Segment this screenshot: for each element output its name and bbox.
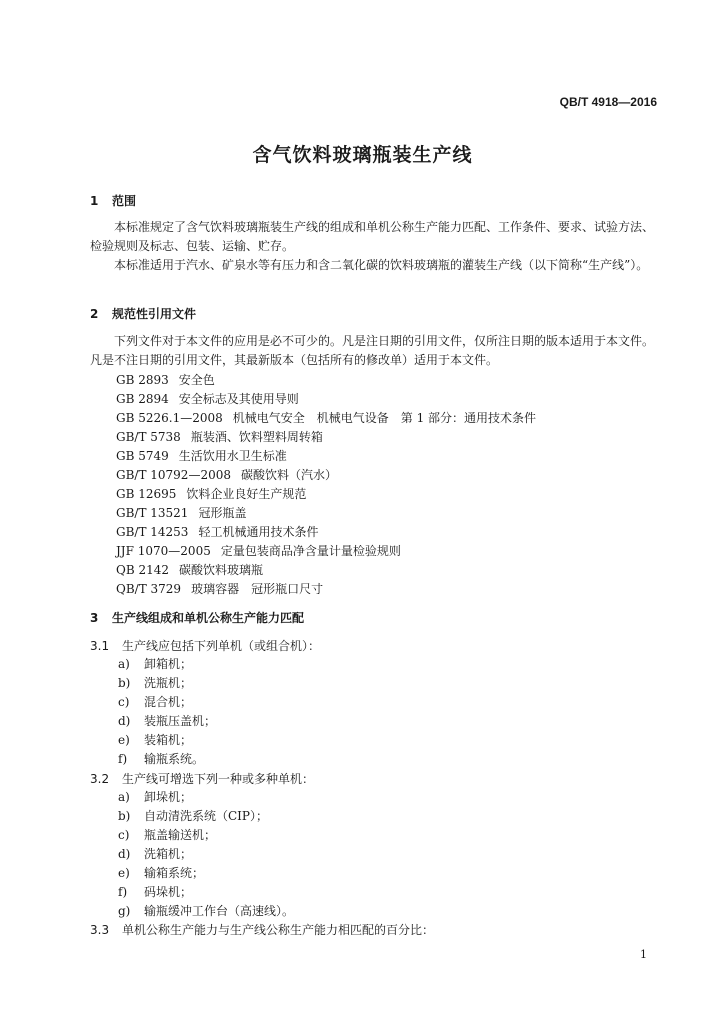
item-marker: b) [118, 676, 131, 690]
clause-3-2 [90, 770, 314, 787]
page-number: 1 [640, 948, 647, 961]
clause-number: 3.1 [90, 639, 110, 653]
reference-item [116, 466, 536, 485]
section-heading-text: 生产线组成和单机公称生产能力匹配 [112, 611, 305, 625]
item-text: 卸箱机； [144, 657, 193, 671]
list-item [118, 655, 216, 674]
section-1-paragraph-2: 本标准适用于汽水、矿泉水等有压力和含二氧化碳的饮料玻璃瓶的灌装生产线（以下简称“生产线”）。 [114, 258, 649, 272]
item-marker: a) [118, 790, 130, 804]
item-marker: c) [118, 828, 130, 842]
clause-3-1 [90, 637, 320, 654]
clause-number: 3.2 [90, 772, 110, 786]
reference-item [116, 409, 536, 428]
section-2-heading [90, 305, 196, 322]
reference-item [116, 504, 536, 523]
reference-code: QB 2142 [116, 563, 170, 577]
clause-number: 3.3 [90, 923, 110, 937]
list-item [118, 807, 294, 826]
item-marker: g) [118, 904, 131, 918]
reference-item [116, 561, 536, 580]
reference-code: GB/T 14253 [116, 525, 189, 539]
section-heading-text: 范围 [112, 194, 137, 208]
list-item [118, 826, 294, 845]
item-text: 装瓶压盖机； [144, 714, 217, 728]
clause-text: 生产线可增选下列一种或多种单机： [122, 772, 315, 786]
item-marker: f) [118, 885, 128, 899]
standard-code: QB/T 4918—2016 [559, 95, 657, 109]
reference-item [116, 523, 536, 542]
reference-title: 机械电气安全 机械电气设备 第 1 部分：通用技术条件 [232, 411, 537, 425]
reference-code: QB/T 3729 [116, 582, 182, 596]
item-marker: c) [118, 695, 130, 709]
item-marker: b) [118, 809, 131, 823]
item-text: 装箱机； [144, 733, 193, 747]
section-number: 3 [90, 611, 99, 625]
reference-item [116, 371, 536, 390]
reference-item [116, 580, 536, 599]
clause-text: 生产线应包括下列单机（或组合机）： [122, 639, 321, 653]
reference-title: 碳酸饮料玻璃瓶 [179, 563, 264, 577]
item-text: 输箱系统； [144, 866, 205, 880]
item-text: 输瓶系统。 [144, 752, 205, 766]
item-marker: d) [118, 714, 131, 728]
item-text: 混合机； [144, 695, 193, 709]
reference-code: GB 12695 [116, 487, 177, 501]
section-heading-text: 规范性引用文件 [112, 307, 197, 321]
reference-item [116, 485, 536, 504]
list-item [118, 788, 294, 807]
reference-title: 瓶装酒、饮料塑料周转箱 [190, 430, 323, 444]
item-marker: d) [118, 847, 131, 861]
reference-code: GB/T 10792—2008 [116, 468, 231, 482]
reference-title: 安全色 [178, 373, 215, 387]
reference-item [116, 542, 536, 561]
reference-code: GB/T 5738 [116, 430, 181, 444]
reference-title: 饮料企业良好生产规范 [186, 487, 307, 501]
section-1-heading [90, 192, 136, 209]
clause-3-1-items [118, 655, 216, 769]
list-item [118, 750, 216, 769]
list-item [118, 693, 216, 712]
list-item [118, 731, 216, 750]
list-item [118, 674, 216, 693]
section-2-intro: 下列文件对于本文件的应用是必不可少的。凡是注日期的引用文件，仅所注日期的版本适用于本文件。凡是不注日期的引用文件，其最新版本（包括所有的修改单）适用于本文件。 [90, 334, 655, 367]
list-item [118, 864, 294, 883]
list-item [118, 883, 294, 902]
item-marker: a) [118, 657, 130, 671]
item-text: 输瓶缓冲工作台（高速线）。 [144, 904, 295, 918]
reference-item [116, 390, 536, 409]
normative-references-list [116, 371, 536, 599]
item-text: 瓶盖输送机； [144, 828, 217, 842]
reference-item [116, 428, 536, 447]
list-item [118, 712, 216, 731]
section-number: 1 [90, 194, 99, 208]
section-number: 2 [90, 307, 99, 321]
reference-title: 生活饮用水卫生标准 [178, 449, 287, 463]
clause-text: 单机公称生产能力与生产线公称生产能力相匹配的百分比： [122, 923, 435, 937]
reference-title: 碳酸饮料（汽水） [240, 468, 337, 482]
reference-title: 定量包装商品净含量计量检验规则 [220, 544, 401, 558]
list-item [118, 902, 294, 921]
reference-item [116, 447, 536, 466]
clause-3-3 [90, 921, 434, 938]
section-3-heading [90, 609, 304, 626]
reference-code: GB 5749 [116, 449, 169, 463]
item-text: 洗箱机； [144, 847, 193, 861]
reference-title: 玻璃容器 冠形瓶口尺寸 [191, 582, 324, 596]
item-text: 洗瓶机； [144, 676, 193, 690]
reference-code: GB 2894 [116, 392, 169, 406]
list-item [118, 845, 294, 864]
item-marker: e) [118, 866, 130, 880]
reference-title: 冠形瓶盖 [198, 506, 247, 520]
item-text: 码垛机； [144, 885, 193, 899]
item-marker: e) [118, 733, 130, 747]
item-text: 自动清洗系统（CIP）； [144, 809, 268, 823]
clause-3-2-items [118, 788, 294, 921]
reference-code: GB 5226.1—2008 [116, 411, 223, 425]
reference-code: GB/T 13521 [116, 506, 189, 520]
reference-code: JJF 1070—2005 [116, 544, 211, 558]
item-marker: f) [118, 752, 128, 766]
reference-title: 轻工机械通用技术条件 [198, 525, 319, 539]
reference-title: 安全标志及其使用导则 [178, 392, 299, 406]
section-1-paragraph-1: 本标准规定了含气饮料玻璃瓶装生产线的组成和单机公称生产能力匹配、工作条件、要求、试验方法、检验规则及标志、包装、运输、贮存。 [90, 220, 655, 253]
item-text: 卸垛机； [144, 790, 193, 804]
document-title: 含气饮料玻璃瓶装生产线 [252, 144, 473, 166]
reference-code: GB 2893 [116, 373, 169, 387]
